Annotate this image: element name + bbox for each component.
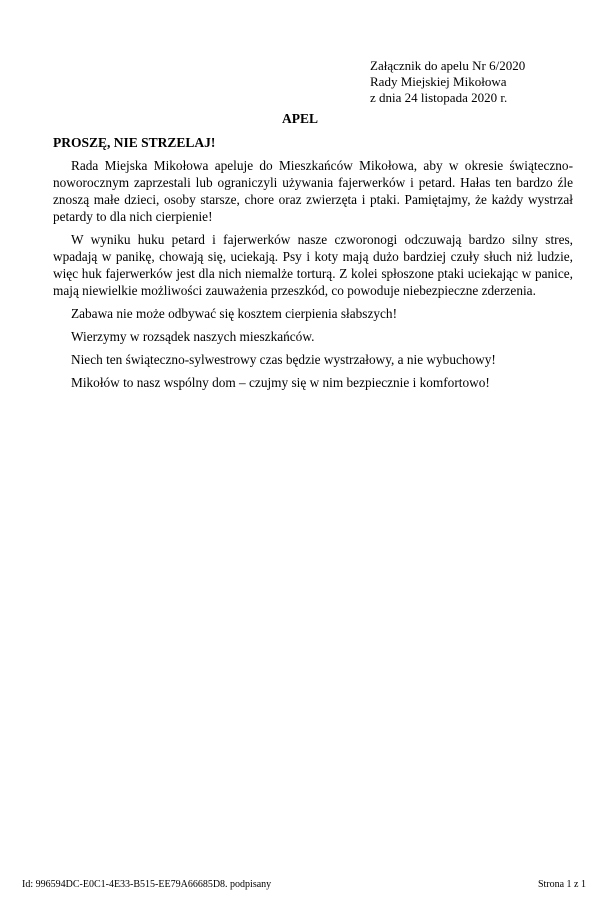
paragraph-1: Rada Miejska Mikołowa apeluje do Mieszkańców Mikołowa, aby w okresie świąteczno-noworocznym zaprzestali lub ograniczyli używania fajerwerków i petard. Hałas ten bardzo źle znoszą małe dzieci, osoby starsze, chore oraz zwierzęta i ptaki. Pamiętajmy, że każdy wystrzał petardy to dla nich cierpienie! bbox=[53, 158, 573, 224]
document-title: APEL bbox=[281, 111, 318, 126]
page-footer bbox=[22, 879, 586, 891]
annex-line-1: Załącznik do apelu Nr 6/2020 bbox=[370, 58, 526, 73]
paragraph-6: Mikołów to nasz wspólny dom – czujmy się w nim bezpiecznie i komfortowo! bbox=[71, 375, 490, 390]
paragraph-4: Wierzymy w rozsądek naszych mieszkańców. bbox=[71, 329, 315, 344]
paragraph-2: W wyniku huku petard i fajerwerków nasze czworonogi odczuwają bardzo silny stres, wpadają w panikę, chowają się, uciekają. Psy i koty mają dużo bardziej czuły słuch niż ludzie, więc huk fajerwerków jest dla nich niemalże torturą. Z kolei spłoszone ptaki uciekając w panice, mają niewielkie możliwości zauważenia przeszkód, co powoduje niebezpieczne zderzenia. bbox=[53, 232, 573, 298]
appeal-heading: PROSZĘ, NIE STRZELAJ! bbox=[53, 135, 216, 150]
annex-reference bbox=[370, 58, 525, 106]
annex-line-2: Rady Miejskiej Mikołowa bbox=[370, 74, 507, 89]
page-number: Strona 1 z 1 bbox=[537, 879, 586, 890]
paragraph-5: Niech ten świąteczno-sylwestrowy czas będzie wystrzałowy, a nie wybuchowy! bbox=[71, 352, 496, 367]
document-body bbox=[53, 134, 573, 397]
paragraph-3: Zabawa nie może odbywać się kosztem cierpienia słabszych! bbox=[71, 306, 398, 321]
document-id: Id: 996594DC-E0C1-4E33-B515-EE79A66685D8. podpisany bbox=[22, 879, 272, 890]
annex-line-3: z dnia 24 listopada 2020 r. bbox=[370, 90, 508, 105]
